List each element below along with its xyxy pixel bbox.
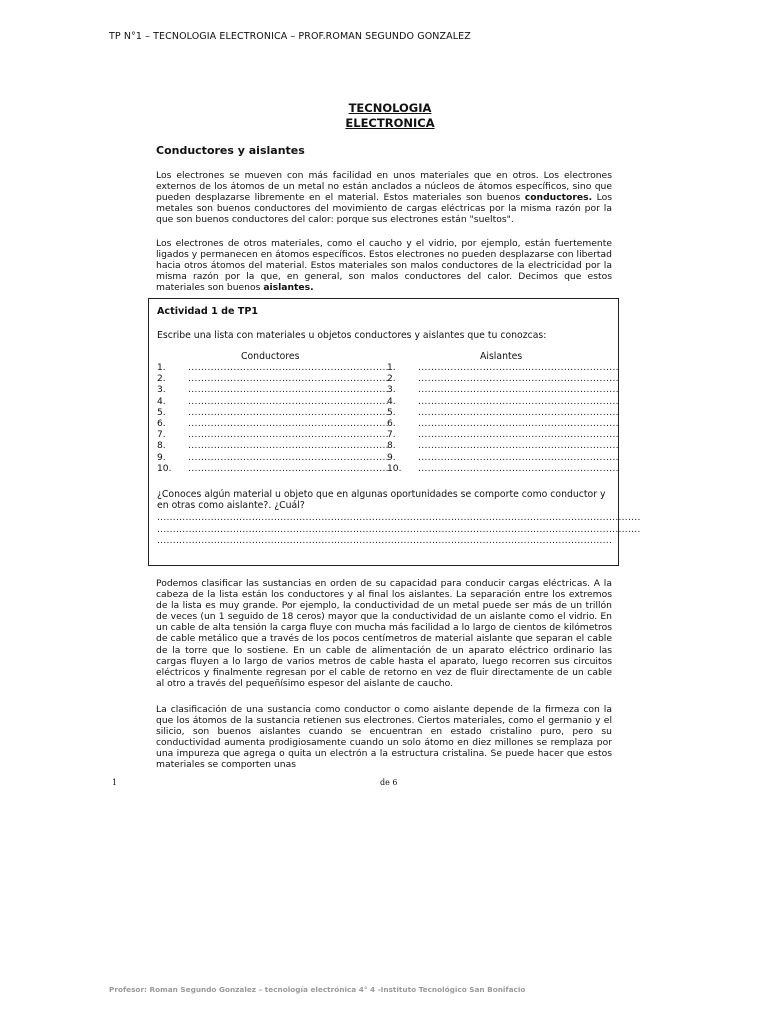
insulator-item (387, 441, 619, 452)
fill-in-line: .............................................................. (188, 463, 389, 474)
activity-box (148, 298, 641, 566)
insulator-item (387, 453, 619, 464)
page-count: de 6 (380, 778, 398, 787)
fill-in-line: .............................................................. (418, 441, 619, 452)
fill-in-line: .............................................................. (418, 374, 619, 385)
paragraph-conductivity: Podemos clasificar las sustancias en orden de su capacidad para conducir cargas eléctricas. A la cabeza de la lista están los conductores y al final los aislantes. La separación entre los extremos de la lista es muy grande. Por ejemplo, la conductividad de un metal puede ser más de un trillón de veces (un 1 seguido de 18 ceros) mayor que la conductividad de un aislante como el vidrio. En un cable de alta tensión la carga fluye con mucha más facilidad a lo largo de cientos de kilómetros de cable metálico que a través de los pocos centímetros de material aislante que separan el cable de la torre que lo sostiene. En un cable de alimentación de un aparato eléctrico ordinario las cargas fluyen a lo largo de varios metros de cable hasta el aparato, luego recorren sus circuitos eléctricos y finalmente regresan por el cable de retorno en vez de fluir directamente de un cable al otro a través del pequeñísimo espesor del aislante de caucho. (156, 578, 612, 689)
fill-in-line: .............................................................. (188, 452, 389, 463)
document-title-line-2: ELECTRONICA (345, 116, 435, 130)
item-number: 4. (387, 396, 396, 407)
conductores-emphasis: conductores. (524, 192, 593, 204)
conductor-item (157, 430, 389, 441)
document-title-line-1: TECNOLOGIA (348, 101, 432, 115)
item-number: 9. (157, 452, 166, 463)
fill-in-line: .............................................................. (418, 430, 619, 441)
fill-in-line: .............................................................. (418, 396, 619, 407)
conductor-item (157, 441, 389, 452)
insulator-item (387, 374, 619, 385)
item-number: 5. (387, 407, 396, 418)
item-number: 7. (157, 430, 166, 441)
item-number: 8. (157, 441, 166, 452)
conductor-item (157, 408, 389, 419)
activity-title: Actividad 1 de TP1 (157, 306, 259, 317)
fill-in-line: .............................................................. (188, 396, 389, 407)
conductors-list (157, 363, 389, 475)
fill-in-line: .............................................................. (418, 419, 619, 430)
conductor-item (157, 453, 389, 464)
fill-in-line: .............................................................. (188, 407, 389, 418)
fill-in-line: .............................................................. (418, 407, 619, 418)
paragraph-conductors: Los electrones se mueven con más facilidad en unos materiales que en otros. Los electrones externos de los átomos de un metal no están anclados a núcleos de átomos específicos, sino que pueden desplazarse libremente en el material. Estos materiales son buenos conductores. Los metales son buenos conductores del movimiento de cargas eléctricas por la misma razón por la que son buenos conductores del calor: porque sus electrones están "sueltos". (156, 170, 612, 226)
fill-in-line: .............................................................. (188, 441, 389, 452)
item-number: 2. (387, 374, 396, 385)
fill-in-line: .............................................................. (188, 430, 389, 441)
conductor-item (157, 374, 389, 385)
activity-instruction: Escribe una lista con materiales u objetos conductores y aislantes que tu conozcas: (157, 330, 547, 341)
insulators-header: Aislantes (480, 351, 523, 362)
section-title: Conductores y aislantes (156, 144, 305, 157)
fill-in-line: .............................................................. (418, 385, 619, 396)
fill-in-line: .............................................................. (188, 385, 389, 396)
page-footer: Profesor: Roman Segundo Gonzalez – tecnología electrónica 4° 4 -Instituto Tecnológico San Bonifacio (109, 985, 526, 994)
insulator-item (387, 419, 619, 430)
insulator-item (387, 408, 619, 419)
fill-in-line: .............................................................. (188, 419, 389, 430)
answer-lines (157, 513, 641, 548)
fill-in-line: .............................................................. (418, 463, 619, 474)
item-number: 4. (157, 396, 166, 407)
paragraph-classification: La clasificación de una sustancia como conductor o como aislante depende de la firmeza con la que los átomos de la sustancia retienen sus electrones. Ciertos materiales, como el germanio y el silicio, son buenos aislantes cuando se encuentran en estado cristalino puro, pero su conductividad aumenta prodigiosamente cuando un solo átomo en diez millones se remplaza por una impureza que agrega o quita un electrón a la estructura cristalina. Se puede hacer que estos materiales se comporten unas (156, 704, 612, 771)
page-header: TP N°1 – TECNOLOGIA ELECTRONICA – PROF.ROMAN SEGUNDO GONZALEZ (109, 31, 471, 42)
fill-in-line: .............................................................. (418, 452, 619, 463)
item-number: 7. (387, 430, 396, 441)
item-number: 3. (387, 385, 396, 396)
conductor-item (157, 363, 389, 374)
item-number: 6. (387, 419, 396, 430)
item-number: 2. (157, 374, 166, 385)
item-number: 9. (387, 452, 396, 463)
fill-in-line: .............................................................. (188, 363, 389, 373)
item-number: 10. (157, 463, 172, 474)
insulator-item (387, 397, 619, 408)
insulator-item (387, 363, 619, 374)
item-number: 1. (387, 363, 396, 373)
activity-question: ¿Conoces algún material u objeto que en algunas oportunidades se comporte como conductor y en otras como aislante?. ¿Cuál? (157, 489, 606, 512)
answer-line: ................................................................................................................................................ (157, 536, 613, 546)
answer-line: ......................................................................................................................................................... (157, 524, 641, 535)
answer-line: ......................................................................................................................................................... (157, 513, 641, 523)
conductor-item (157, 464, 389, 475)
fill-in-line: .............................................................. (188, 374, 389, 385)
aislantes-emphasis: aislantes. (263, 282, 314, 294)
fill-in-line: .............................................................. (418, 363, 619, 373)
item-number: 3. (157, 385, 166, 396)
insulators-list (387, 363, 619, 475)
page-number: 1 (112, 778, 118, 787)
conductors-header: Conductores (241, 351, 300, 362)
item-number: 1. (157, 363, 166, 373)
insulator-item (387, 464, 619, 475)
insulator-item (387, 430, 619, 441)
paragraph-insulators: Los electrones de otros materiales, como el caucho y el vidrio, por ejemplo, están fuertemente ligados y permanecen en átomos específicos. Estos electrones no pueden desplazarse con libertad hacia otros átomos del material. Estos materiales son malos conductores de la electricidad por la misma razón por la que, en general, son malos conductores del calor. Decimos que estos materiales son buenos aislantes. (156, 238, 612, 294)
insulator-item (387, 385, 619, 396)
conductor-item (157, 385, 389, 396)
item-number: 6. (157, 419, 166, 430)
conductor-item (157, 419, 389, 430)
item-number: 10. (387, 463, 402, 474)
conductor-item (157, 397, 389, 408)
item-number: 8. (387, 441, 396, 452)
item-number: 5. (157, 407, 166, 418)
